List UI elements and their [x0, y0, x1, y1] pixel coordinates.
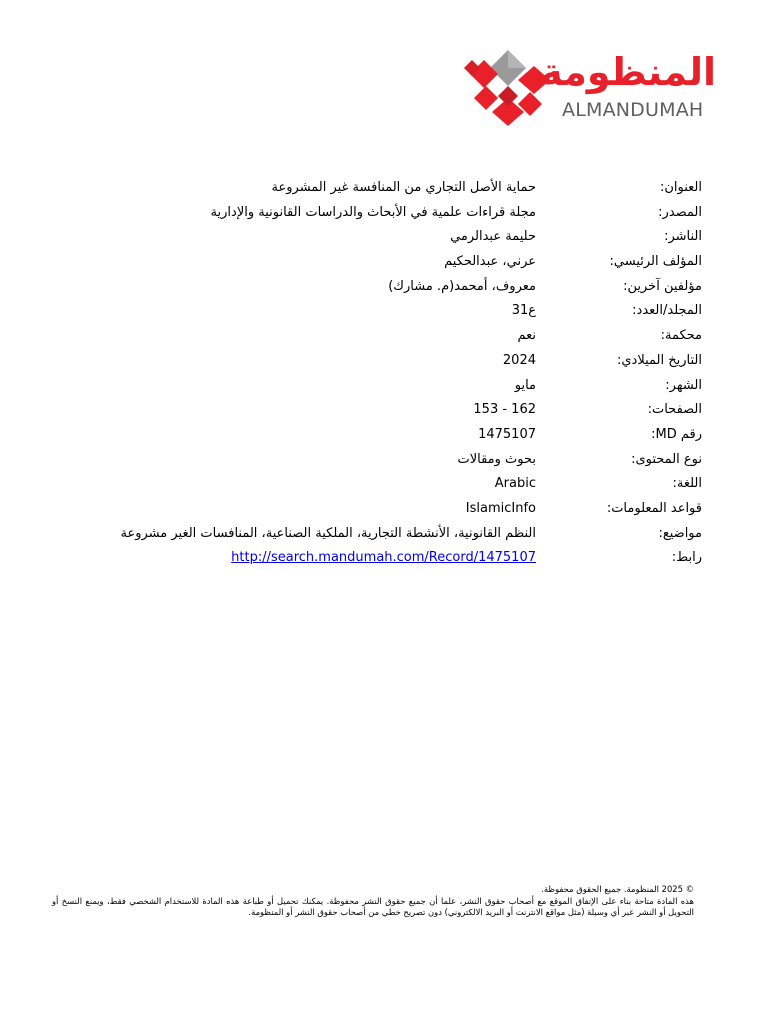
field-label: رقم MD:	[651, 426, 702, 442]
field-value: بحوث ومقالات	[457, 451, 536, 467]
record-row-title	[40, 176, 702, 201]
field-label: قواعد المعلومات:	[606, 500, 702, 516]
field-value: ع31	[511, 303, 536, 319]
record-details	[40, 176, 702, 571]
record-row-subjects	[40, 522, 702, 547]
record-row-main-author	[40, 250, 702, 275]
field-value: نعم	[517, 328, 536, 344]
field-value: 2024	[502, 352, 536, 368]
field-label: التاريخ الميلادي:	[617, 352, 702, 368]
field-label: المصدر:	[658, 204, 702, 220]
field-label: العنوان:	[659, 180, 702, 195]
record-row-year	[40, 349, 702, 374]
record-row-peer-reviewed	[40, 324, 702, 349]
record-row-source	[40, 201, 702, 226]
logo-latin-wordmark: ALMANDUMAH	[562, 99, 704, 121]
field-value: معروف، أمحمد(م. مشارك)	[388, 278, 536, 294]
field-label: رابط:	[671, 550, 702, 566]
field-label: المجلد/العدد:	[632, 303, 702, 319]
copyright-notice	[52, 884, 694, 919]
field-value: IslamicInfo	[465, 500, 536, 516]
field-label: مؤلفين آخرين:	[623, 278, 702, 294]
field-label: نوع المحتوى:	[631, 451, 702, 467]
field-label: الناشر:	[664, 229, 702, 245]
field-value: مايو	[514, 377, 536, 393]
field-value: مجلة قراءات علمية في الأبحاث والدراسات القانونية والإدارية	[210, 204, 536, 220]
record-row-databases	[40, 497, 702, 522]
field-label: اللغة:	[672, 476, 702, 492]
field-label: المؤلف الرئيسي:	[609, 254, 702, 270]
logo-arabic-wordmark: المنظومة	[540, 50, 716, 94]
field-label: الصفحات:	[647, 402, 702, 418]
record-row-publisher	[40, 225, 702, 250]
almandumah-logo	[456, 46, 718, 130]
field-label: الشهر:	[665, 377, 702, 393]
field-value: حليمة عبدالرمي	[450, 229, 536, 245]
field-value: 1475107	[478, 426, 536, 442]
record-link[interactable]: http://search.mandumah.com/Record/1475107	[231, 550, 536, 566]
field-label: مواضيع:	[658, 525, 702, 541]
record-row-md-number	[40, 423, 702, 448]
field-value: 153 - 162	[473, 402, 536, 418]
record-row-other-authors	[40, 275, 702, 300]
field-value: حماية الأصل التجاري من المنافسة غير المشروعة	[271, 180, 536, 195]
field-value: Arabic	[494, 476, 536, 492]
usage-notice: هذه المادة متاحة بناء على الإتفاق الموقع مع أصحاب حقوق النشر، علما أن جميع حقوق النشر محفوظة. يمكنك تحميل أو طباعة هذه المادة للاستخدام الشخصي فقط، ويمنع النسخ أو التحويل أو النشر عبر أي وسيلة (مثل مواقع الانترنت أو البريد الالكتروني) دون تصريح خطي من أصحاب حقوق النشر أو المنظومة.	[52, 895, 694, 918]
record-row-language	[40, 472, 702, 497]
copyright-line: © 2025 المنظومة. جميع الحقوق محفوظة.	[541, 884, 694, 894]
field-value: النظم القانونية، الأنشطة التجارية، الملكية الصناعية، المنافسات الغير مشروعة	[120, 525, 536, 541]
record-row-content-type	[40, 448, 702, 473]
record-row-pages	[40, 398, 702, 423]
record-row-link	[40, 546, 702, 571]
record-row-month	[40, 374, 702, 399]
record-row-volume-issue	[40, 299, 702, 324]
field-label: محكمة:	[660, 328, 702, 344]
field-value: عرني، عبدالحكيم	[444, 254, 536, 270]
